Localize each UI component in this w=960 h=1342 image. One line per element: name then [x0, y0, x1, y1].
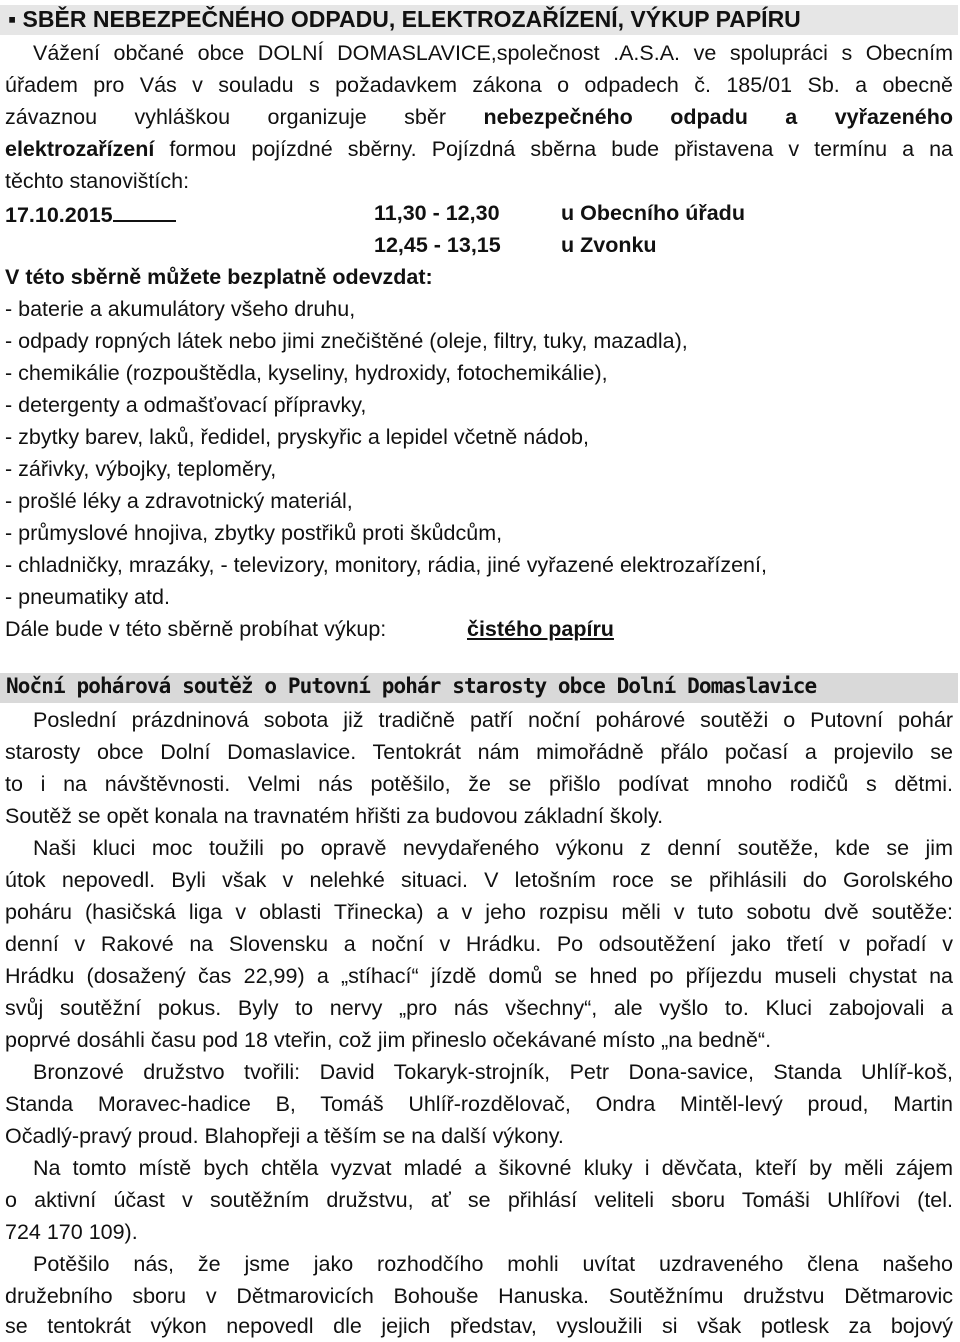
list-item: - průmyslové hnojiva, zbytky postřiků proti škůdcům, [5, 521, 503, 545]
article-line: Naši kluci moc toužili po opravě nevydařeného výkonu z denní soutěže, kde se jim [33, 836, 953, 860]
intro-line [5, 102, 953, 132]
article-line: o aktivní účast v soutěžním družstvu, ať se přihlásí veliteli sboru Tomáši Uhlířovi (tel. [5, 1188, 953, 1212]
buyout-value: čistého papíru [467, 617, 614, 641]
list-item: - chemikálie (rozpouštědla, kyseliny, hydroxidy, fotochemikálie), [5, 361, 608, 385]
schedule-place: u Obecního úřadu [561, 201, 745, 225]
article-line: to i na návštěvnosti. Velmi nás potěšilo, že se přišlo podívat mnoho rodičů s dětmi. [5, 772, 953, 796]
date-underline [113, 198, 176, 222]
article-line: Bronzové družstvo tvořili: David Tokaryk-strojník, Petr Dona-savice, Standa Uhlíř-koš, [33, 1060, 953, 1084]
article-line: Standa Moravec-hadice B, Tomáš Uhlíř-rozdělovač, Ondra Mintěl-levý proud, Martin [5, 1092, 953, 1116]
article-line: starosty obce Dolní Domaslavice. Tentokrát nám mimořádně přálo počasí a projevilo se [5, 740, 953, 764]
article-line: útok nepovedl. Byli však v nelehké situaci. V letošním roce se přihlásili do Gorolského [5, 868, 953, 892]
buyout-label: Dále bude v této sběrně probíhat výkup: [5, 617, 387, 641]
list-item: - prošlé léky a zdravotnický materiál, [5, 489, 353, 513]
intro-line [5, 134, 953, 164]
intro-bold-text: nebezpečného odpadu a vyřazeného [483, 105, 953, 129]
items-heading: V této sběrně můžete bezplatně odevzdat: [5, 265, 433, 289]
article-line: Očadlý-pravý proud. Blahopřeji a těším se na další výkony. [5, 1124, 564, 1148]
schedule-place: u Zvonku [561, 233, 657, 257]
article-line: Poslední prázdninová sobota již tradičně patří noční pohárové soutěži o Putovní pohár [33, 708, 953, 732]
list-item: - odpady ropných látek nebo jimi znečištěné (oleje, filtry, tuky, mazadla), [5, 329, 688, 353]
article-line: 724 170 109). [5, 1220, 138, 1244]
list-item: - zářivky, výbojky, teploměry, [5, 457, 277, 481]
intro-text: formou pojízdné sběrny. Pojízdná sběrna bude přistavena v termínu a na [154, 137, 953, 161]
intro-line: Vážení občané obce DOLNÍ DOMASLAVICE,společnost .A.S.A. ve spolupráci s Obecním [33, 41, 953, 65]
article-line: poprvé dosáhli času pod 18 vteřin, což jim přineslo očekávané místo „na bedně“. [5, 1028, 772, 1052]
article-line: denní v Rakové na Slovensku a noční v Hrádku. Po odsoutěžení jako třetí v pořadí v [5, 932, 953, 956]
collection-date-text: 17.10.2015 [5, 203, 113, 227]
schedule-time: 11,30 - 12,30 [374, 201, 500, 225]
list-item: - detergenty a odmašťovací přípravky, [5, 393, 367, 417]
intro-text: závaznou vyhláškou organizuje sběr [5, 105, 484, 129]
article-line: svůj soutěžní pokus. Byly to nervy „pro nás všechny“, ale vyšlo to. Kluci zabojovali a [5, 996, 953, 1020]
article-line: poháru (hasičská liga v oblasti Třinecka) a v jeho rozpisu měli v tuto sobotu dvě soutěže: [5, 900, 953, 924]
intro-line: těchto stanovištích: [5, 169, 190, 193]
waste-collection-heading: ▪ SBĚR NEBEZPEČNÉHO ODPADU, ELEKTROZAŘÍZENÍ, VÝKUP PAPÍRU [8, 6, 801, 32]
competition-heading: Noční pohárová soutěž o Putovní pohár starosty obce Dolní Domaslavice [6, 674, 817, 698]
list-item: - pneumatiky atd. [5, 585, 170, 609]
article-line: Soutěž se opět konala na travnatém hřišti za budovou základní školy. [5, 804, 664, 828]
article-line: družebního sboru v Dětmarovicích Bohouše Hanuska. Soutěžnímu družstvu Dětmarovic [5, 1284, 953, 1308]
list-item: - chladničky, mrazáky, - televizory, monitory, rádia, jiné vyřazené elektrozařízení, [5, 553, 767, 577]
article-line: se tentokrát výkon nepovedl dle jejich představ, vysloužili si však potlesk za bojový [5, 1314, 953, 1338]
list-item: - zbytky barev, laků, ředidel, pryskyřic a lepidel včetně nádob, [5, 425, 589, 449]
intro-bold-text: elektrozařízení [5, 137, 155, 161]
list-item: - baterie a akumulátory všeho druhu, [5, 297, 356, 321]
article-line: Potěšilo nás, že jsme jako rozhodčího mohli uvítat uzdraveného člena našeho [33, 1252, 953, 1276]
article-line: Na tomto místě bych chtěla vyzvat mladé a šikovné kluky i děvčata, kteří by měli zájem [33, 1156, 953, 1180]
schedule-time: 12,45 - 13,15 [374, 233, 501, 257]
intro-line: úřadem pro Vás v souladu s požadavkem zákona o odpadech č. 185/01 Sb. a obecně [5, 73, 953, 97]
collection-date [5, 198, 176, 230]
article-line: Hrádku (dosažený čas 22,99) a „stíhací“ jízdě domů se hned po příjezdu museli chystat na [5, 964, 953, 988]
